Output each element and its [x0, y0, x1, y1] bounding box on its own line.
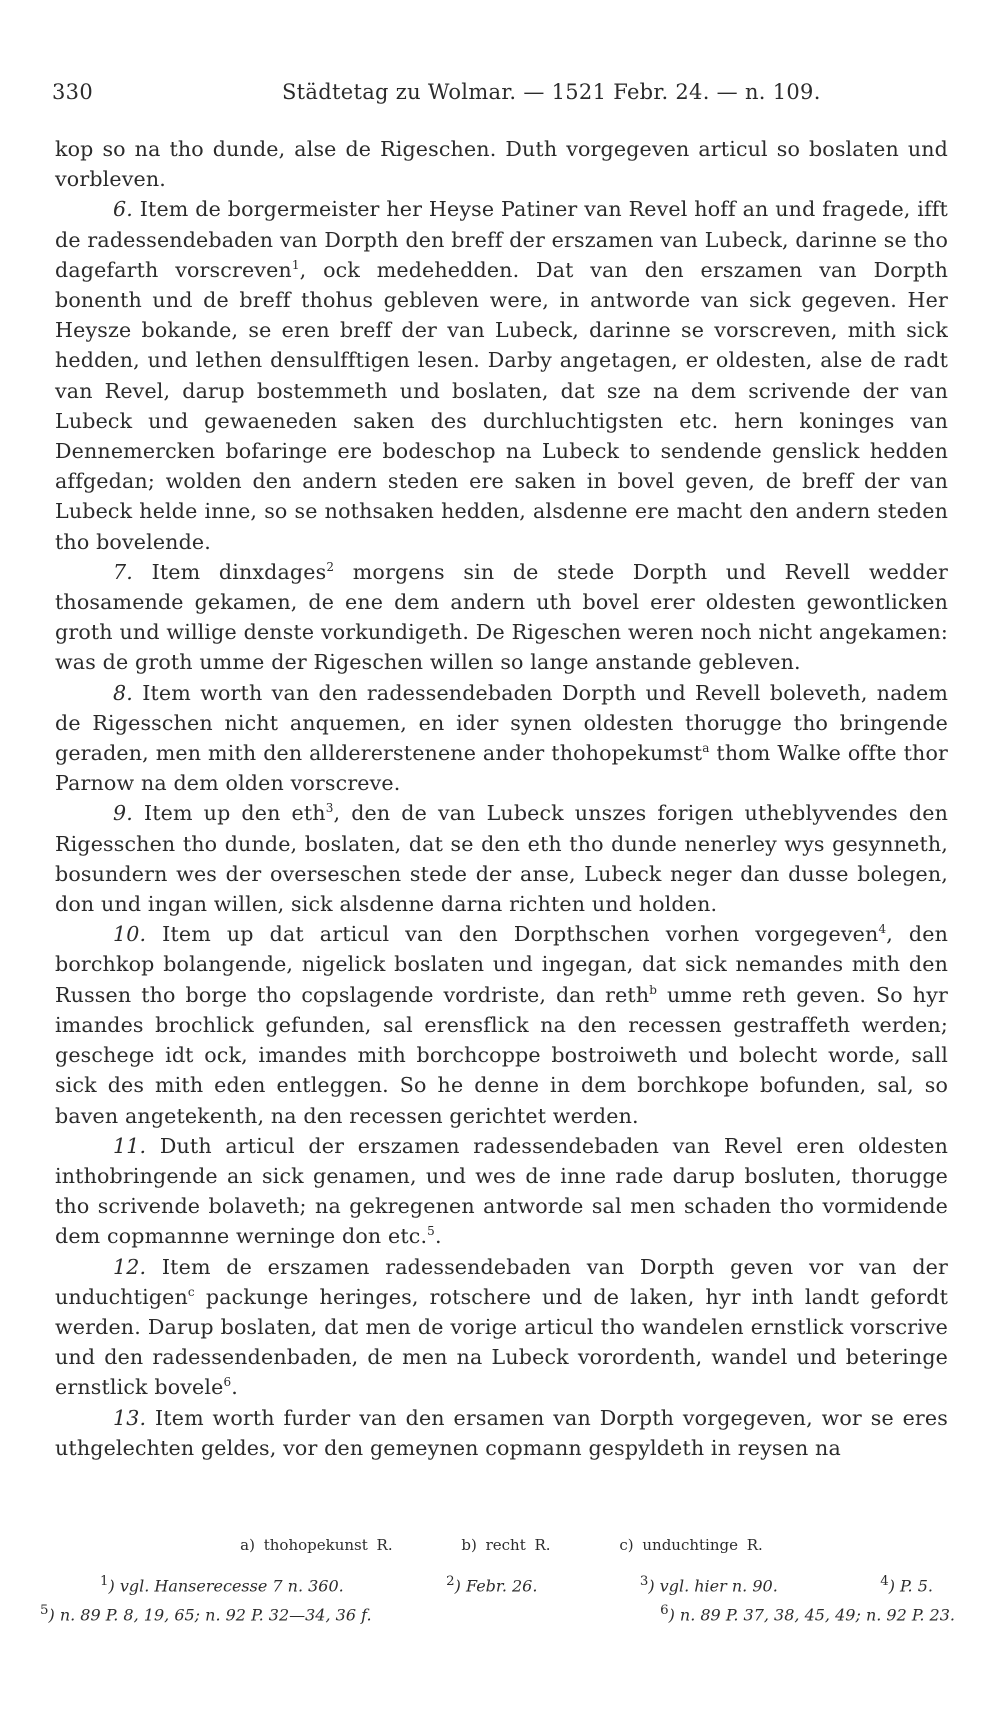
footnote-ref: c [187, 1284, 195, 1299]
footnote-ref: 4 [878, 922, 887, 937]
page-number: 330 [52, 80, 93, 104]
paragraph-number: 10. [113, 922, 147, 947]
textual-notes [55, 1536, 948, 1554]
footnote-1: $^1$) vgl. Hanserecesse 7 n. 360. [100, 1574, 344, 1596]
page-header [52, 72, 952, 112]
paragraph-10: 10. Item up dat articul van den Dorpthschen vorhen vorgegeven$^4$, den borchkop bolangende, nigelick boslaten und ingegan, dat sick nemandes mith den Russen tho borge tho copslagende vordriste, dan reth$^b$ umme reth geven. So hyr imandes brochlick gefunden, sal erensflick na den recessen gestraffeth werden; geschege idt ock, imandes mith borchcoppe bostroiweth und bolecht worde, sall sick des mith eden entleggen. So he denne in dem borchkope bofunden, sal, so baven angetekenth, na den recessen gerichtet werden. [55, 922, 948, 1128]
note-b: b) recht R. [461, 1536, 551, 1554]
paragraph-number: 11. [113, 1133, 147, 1158]
running-title: Städtetag zu Wolmar. — 1521 Febr. 24. — n. 109. [282, 80, 821, 104]
footnote-ref: a [702, 741, 710, 756]
paragraph-7: 7. Item dinxdages$^2$ morgens sin de stede Dorpth und Revell wedder thosamende gekamen, de ene dem andern uth bovel erer oldesten gewontlicken groth und willige denste vorkundigeth. De Rigeschen weren noch nicht angekamen: was de groth umme der Rigeschen willen so lange anstande gebleven. [55, 559, 948, 675]
paragraph-8: 8. Item worth van den radessendebaden Dorpth und Revell boleveth, nadem de Rigesschen nicht anquemen, en ider synen oldesten thorugge tho bringende geraden, men mith den alldererstenene ander thohopekumst$^a$ thom Walke offte thor Parnow na dem olden vorscreve. [55, 680, 948, 796]
note-c: c) unduchtinge R. [619, 1536, 763, 1554]
footnote-row [40, 1598, 955, 1627]
footnote-ref: 5 [427, 1224, 435, 1239]
footnote-5: $^5$) n. 89 P. 8, 19, 65; n. 92 P. 32—34, 36 f. [40, 1603, 372, 1625]
paragraph-number: 6. [113, 197, 133, 222]
footnote-ref: 3 [325, 801, 334, 816]
footnote-ref: 6 [223, 1375, 232, 1390]
footnote-row [40, 1569, 955, 1598]
footnote-6: $^6$) n. 89 P. 37, 38, 45, 49; n. 92 P. 23. [660, 1603, 955, 1625]
paragraph-number: 8. [113, 680, 133, 705]
paragraph-12: 12. Item de erszamen radessendebaden van Dorpth geven vor van der unduchtigen$^c$ packunge heringes, rotschere und de laken, hyr inth landt gefordt werden. Darup boslaten, dat men de vorige articul tho wandelen ernstlick vorscrive und den radessendenbaden, de men na Lubeck vorordenth, wandel und beteringe ernstlick bovele$^6$. [55, 1254, 948, 1400]
paragraph-13: 13. Item worth furder van den ersamen van Dorpth vorgegeven, wor se eres uthgelechten geldes, vor den gemeynen copmann gespyldeth in reysen na [55, 1405, 948, 1460]
footnote-2: $^2$) Febr. 26. [446, 1574, 538, 1596]
paragraph-continuation: kop so na tho dunde, alse de Rigeschen. Duth vorgegeven articul so boslaten und vorbleven. [55, 137, 948, 192]
footnote-4: $^4$) P. 5. [880, 1574, 933, 1596]
footnotes [40, 1569, 955, 1628]
note-a: a) thohopekunst R. [240, 1536, 393, 1554]
footnote-ref: 2 [326, 559, 335, 574]
paragraph-number: 12. [113, 1254, 147, 1279]
footnote-ref: b [649, 982, 658, 997]
paragraph-number: 13. [113, 1405, 147, 1430]
paragraph-number: 9. [113, 801, 133, 826]
footnote-3: $^3$) vgl. hier n. 90. [639, 1574, 778, 1596]
footnote-ref: 1 [291, 257, 300, 272]
paragraph-number: 7. [113, 559, 133, 584]
paragraph-6: 6. Item de borgermeister her Heyse Patiner van Revel hoff an und fragede, ifft de radessendebaden van Dorpth den breff der erszamen van Lubeck, darinne se tho dagefarth vorscreven$^1$, ock medehedden. Dat van den erszamen van Dorpth bonenth und de breff thohus gebleven were, in antworde van sick gegeven. Her Heysze bokande, se eren breff der van Lubeck, darinne se vorscreven, mith sick hedden, und lethen densulfftigen lesen. Darby angetagen, er oldesten, alse de radt van Revel, darup bostemmeth und boslaten, dat sze na dem scrivende der van Lubeck und gewaeneden saken des durchluchtigsten etc. hern koninges van Dennemercken bofaringe ere bodeschop na Lubeck to sendende genslick hedden affgedan; wolden den andern steden ere saken in bovel geven, de breff der van Lubeck helde inne, so se nothsaken hedden, alsdenne ere macht den andern steden tho bovelende. [55, 197, 948, 554]
paragraph-9: 9. Item up den eth$^3$, den de van Lubeck unszes forigen utheblyvendes den Rigesschen tho dunde, boslaten, dat se den eth tho dunde nenerley wys gesynneth, bosundern wes der overseschen stede der anse, Lubeck neger dan dusse bolegen, don und ingan willen, sick alsdenne darna richten und holden. [55, 801, 948, 917]
paragraph-11: 11. Duth articul der erszamen radessendebaden van Revel eren oldesten inthobringende an sick genamen, und wes de inne rade darup bosluten, thorugge tho scrivende bolaveth; na gekregenen antworde sal men schaden tho vormidende dem copmannne werninge don etc.$^5$. [55, 1133, 948, 1249]
main-text [55, 134, 948, 1463]
